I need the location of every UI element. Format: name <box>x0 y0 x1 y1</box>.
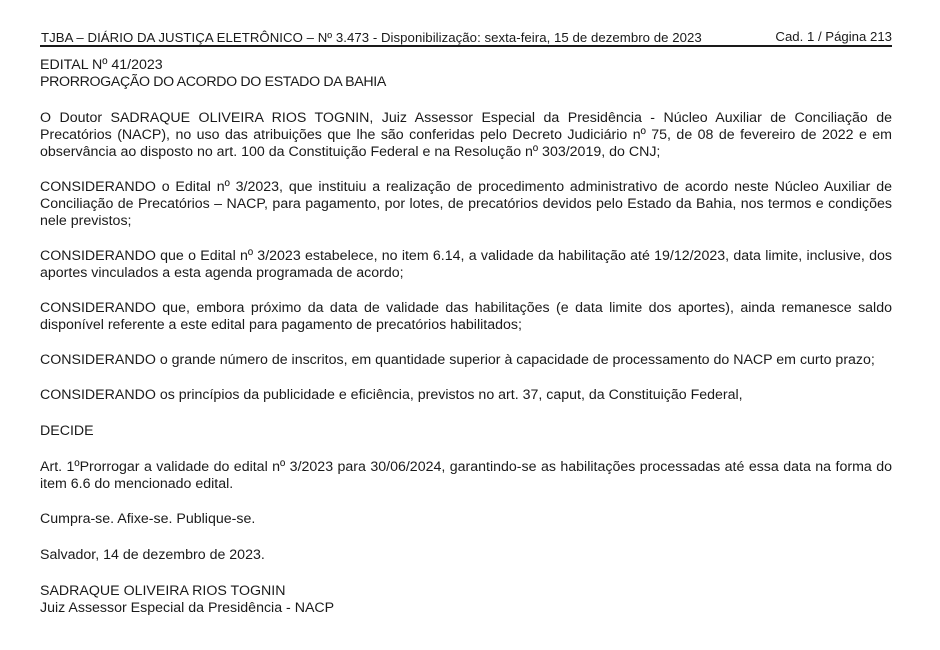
closing-line: Cumpra-se. Afixe-se. Publique-se. <box>40 511 256 527</box>
considerando-paragraph: CONSIDERANDO o grande número de inscritos, em quantidade superior à capacidade de processamento do NACP em curto prazo; <box>40 352 875 368</box>
signer-name: SADRAQUE OLIVEIRA RIOS TOGNIN <box>40 583 286 599</box>
place-date-line: Salvador, 14 de dezembro de 2023. <box>40 547 265 563</box>
document-body <box>40 57 892 617</box>
considerando-paragraph: CONSIDERANDO que, embora próximo da data de validade das habilitações (e data limite dos aportes), ainda remanesce saldo disponível referente a este edital para pagamento de precatórios habilitados; <box>40 300 892 333</box>
edital-subject: PRORROGAÇÃO DO ACORDO DO ESTADO DA BAHIA <box>40 74 386 90</box>
decide-heading: DECIDE <box>40 423 94 439</box>
intro-paragraph: O Doutor SADRAQUE OLIVEIRA RIOS TOGNIN, Juiz Assessor Especial da Presidência - Núcleo Auxiliar de Conciliação de Precatórios (NACP), no uso das atribuições que lhe são conferidas pelo Decreto Judiciário nº 75, de 08 de fevereiro de 2022 e em observância ao disposto no art. 100 da Constituição Federal e na Resolução nº 303/2019, do CNJ; <box>40 110 892 160</box>
article-paragraph: Art. 1ºProrrogar a validade do edital nº 3/2023 para 30/06/2024, garantindo-se as habilitações processadas até essa data na forma do item 6.6 do mencionado edital. <box>40 459 892 492</box>
signature-block <box>40 583 892 617</box>
header-page-number: Cad. 1 / Página 213 <box>775 29 892 44</box>
document-page <box>40 0 892 617</box>
considerando-paragraph: CONSIDERANDO os princípios da publicidade e eficiência, previstos no art. 37, caput, da Constituição Federal, <box>40 387 743 403</box>
page-header <box>40 0 892 47</box>
considerando-paragraph: CONSIDERANDO o Edital nº 3/2023, que instituiu a realização de procedimento administrativo de acordo neste Núcleo Auxiliar de Conciliação de Precatórios – NACP, para pagamento, por lotes, de precatórios devidos pelo Estado da Bahia, nos termos e condições nele previstos; <box>40 179 892 229</box>
signer-role: Juiz Assessor Especial da Presidência - NACP <box>40 600 335 616</box>
edital-number: EDITAL Nº 41/2023 <box>40 57 163 73</box>
considerando-paragraph: CONSIDERANDO que o Edital nº 3/2023 estabelece, no item 6.14, a validade da habilitação até 19/12/2023, data limite, inclusive, dos aportes vinculados a esta agenda programada de acordo; <box>40 248 892 281</box>
header-publication-info: TJBA – DIÁRIO DA JUSTIÇA ELETRÔNICO – Nº 3.473 - Disponibilização: sexta-feira, 15 de dezembro de 2023 <box>41 30 702 45</box>
